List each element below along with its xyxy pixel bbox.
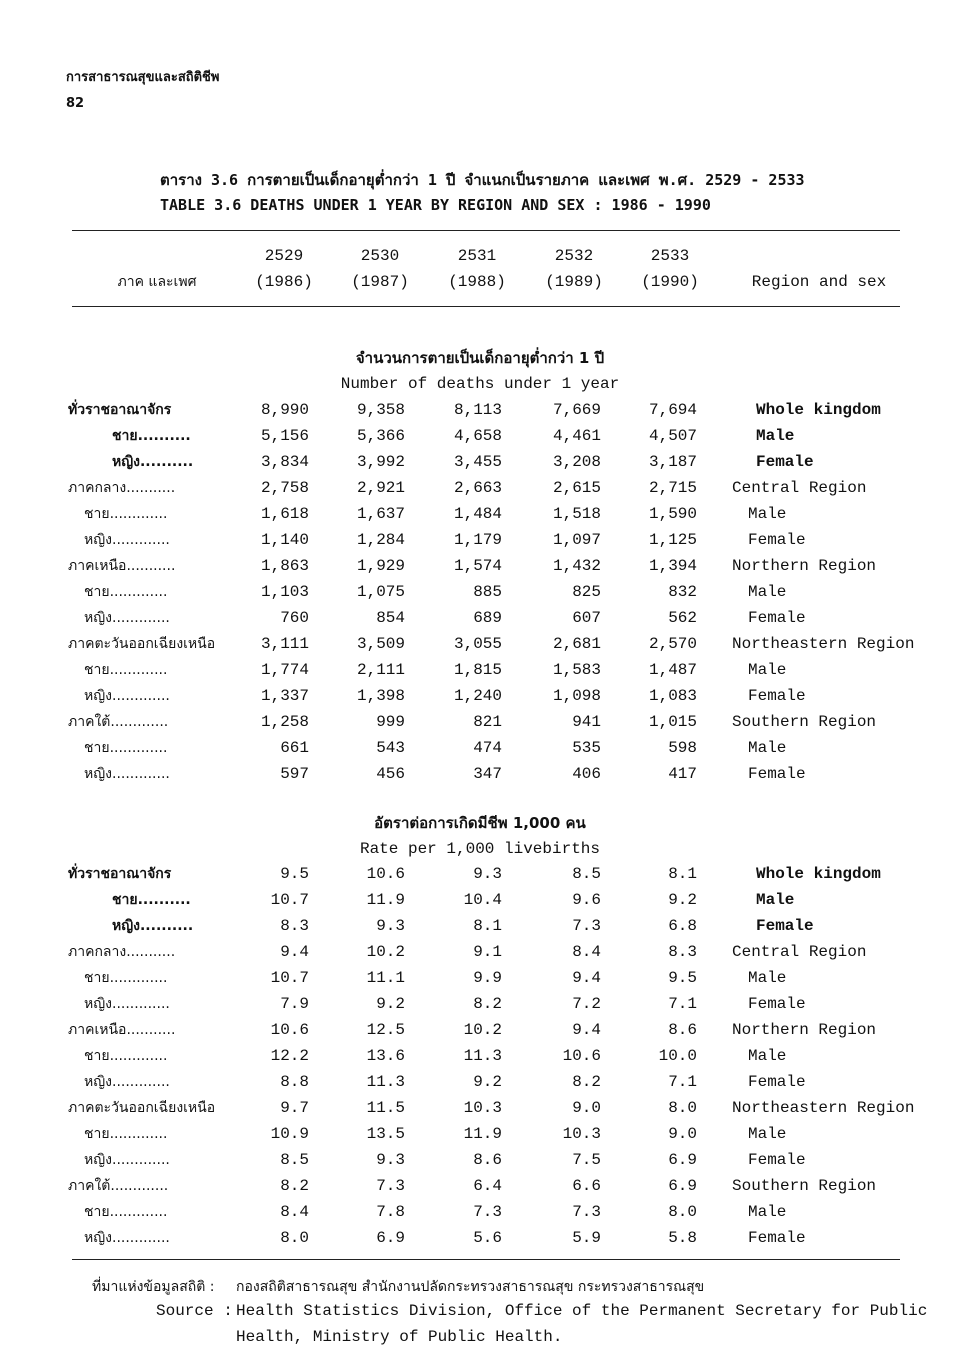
table-cell: 1,125 xyxy=(648,531,697,549)
table-row xyxy=(0,709,966,735)
row-label-english: Northeastern Region xyxy=(732,635,915,653)
year-be-1: 2529 xyxy=(264,247,304,265)
table-cell: 7.3 xyxy=(473,1203,502,1221)
column-label-english: Region and sex xyxy=(751,273,887,291)
table-cell: 1,337 xyxy=(260,687,309,705)
table-cell: 1,618 xyxy=(260,505,309,523)
table-row xyxy=(0,1199,966,1225)
table-cell: 2,715 xyxy=(648,479,697,497)
table-cell: 3,834 xyxy=(260,453,309,471)
table-cell: 10.7 xyxy=(270,891,309,909)
table-cell: 2,111 xyxy=(356,661,405,679)
table-cell: 10.2 xyxy=(463,1021,502,1039)
source-text-thai: กองสถิติสาธารณสุข สำนักงานปลัดกระทรวงสาธารณสุข กระทรวงสาธารณสุข xyxy=(236,1279,705,1295)
table-cell: 854 xyxy=(376,609,405,627)
table-cell: 885 xyxy=(473,583,502,601)
table-cell: 3,187 xyxy=(648,453,697,471)
year-ce-3: (1988) xyxy=(448,273,506,291)
column-header xyxy=(0,243,966,299)
table-cell: 562 xyxy=(668,609,697,627)
row-label-english: Northern Region xyxy=(732,1021,877,1039)
row-label-thai: ภาคตะวันออกเฉียงเหนือ xyxy=(68,636,216,652)
table-cell: 8.6 xyxy=(668,1021,697,1039)
column-label-thai: ภาค และเพศ xyxy=(117,274,197,290)
row-label-thai: หญิง............. xyxy=(84,1152,170,1168)
table-cell: 9.2 xyxy=(668,891,697,909)
section-title-thai: อัตราต่อการเกิดมีชีพ 1,000 คน xyxy=(374,814,586,832)
table-row xyxy=(0,991,966,1017)
table-cell: 11.5 xyxy=(366,1099,405,1117)
table-cell: 9.0 xyxy=(668,1125,697,1143)
table-cell: 6.8 xyxy=(668,917,697,935)
row-label-thai: ภาคตะวันออกเฉียงเหนือ xyxy=(68,1100,216,1116)
row-label-english: Male xyxy=(748,739,787,757)
row-label-english: Northeastern Region xyxy=(732,1099,915,1117)
table-cell: 7.3 xyxy=(376,1177,405,1195)
table-cell: 760 xyxy=(280,609,309,627)
table-cell: 1,863 xyxy=(260,557,309,575)
table-cell: 3,509 xyxy=(356,635,405,653)
table-row xyxy=(0,1225,966,1251)
row-label-english: Female xyxy=(756,453,814,471)
row-label-english: Southern Region xyxy=(732,713,877,731)
table-cell: 8.3 xyxy=(668,943,697,961)
table-cell: 1,015 xyxy=(648,713,697,731)
table-cell: 8.1 xyxy=(473,917,502,935)
year-be-3: 2531 xyxy=(457,247,497,265)
table-cell: 8.5 xyxy=(572,865,601,883)
table-cell: 2,758 xyxy=(260,479,309,497)
table-cell: 7,669 xyxy=(552,401,601,419)
table-row xyxy=(0,501,966,527)
table-cell: 9.4 xyxy=(572,1021,601,1039)
table-cell: 3,055 xyxy=(453,635,502,653)
table-cell: 2,681 xyxy=(552,635,601,653)
table-cell: 3,455 xyxy=(453,453,502,471)
table-cell: 8.2 xyxy=(572,1073,601,1091)
table-cell: 8.0 xyxy=(280,1229,309,1247)
table-cell: 4,507 xyxy=(648,427,697,445)
row-label-thai: ชาย............. xyxy=(84,584,168,600)
table-cell: 1,432 xyxy=(552,557,601,575)
table-cell: 1,140 xyxy=(260,531,309,549)
table-row xyxy=(0,735,966,761)
row-label-english: Male xyxy=(748,1203,787,1221)
table-cell: 9.2 xyxy=(473,1073,502,1091)
table-cell: 8.1 xyxy=(668,865,697,883)
row-label-english: Male xyxy=(748,583,787,601)
table-cell: 9.1 xyxy=(473,943,502,961)
row-label-thai: ชาย............. xyxy=(84,740,168,756)
table-cell: 999 xyxy=(376,713,405,731)
table-cell: 8.3 xyxy=(280,917,309,935)
table-cell: 11.1 xyxy=(366,969,405,987)
table-cell: 9.3 xyxy=(473,865,502,883)
table-row xyxy=(0,631,966,657)
year-be-4: 2532 xyxy=(554,247,594,265)
table-cell: 4,461 xyxy=(552,427,601,445)
row-label-english: Male xyxy=(748,969,787,987)
row-label-thai: หญิง............. xyxy=(84,688,170,704)
table-title-thai: ตาราง 3.6 การตายเป็นเด็กอายุต่ำกว่า 1 ปี จำแนกเป็นรายภาค และเพศ พ.ศ. 2529 - 2533 xyxy=(160,171,805,189)
table-cell: 7.9 xyxy=(280,995,309,1013)
table-cell: 7.2 xyxy=(572,995,601,1013)
row-label-english: Whole kingdom xyxy=(756,865,881,883)
row-label-thai: ภาคใต้............. xyxy=(68,1178,169,1194)
table-cell: 1,075 xyxy=(356,583,405,601)
table-row xyxy=(0,1017,966,1043)
table-cell: 1,487 xyxy=(648,661,697,679)
table-cell: 607 xyxy=(572,609,601,627)
table-cell: 6.6 xyxy=(572,1177,601,1195)
section-title-english: Rate per 1,000 livebirths xyxy=(359,840,601,858)
source-text-english-line1: Health Statistics Division, Office of the Permanent Secretary for Public xyxy=(236,1302,928,1320)
table-cell: 8.0 xyxy=(668,1203,697,1221)
table-cell: 2,615 xyxy=(552,479,601,497)
row-label-thai: ภาคเหนือ........... xyxy=(68,1022,176,1038)
source-label-english: Source : xyxy=(156,1302,233,1320)
table-row xyxy=(0,449,966,475)
table-cell: 9.9 xyxy=(473,969,502,987)
table-cell: 11.9 xyxy=(463,1125,502,1143)
table-row xyxy=(0,965,966,991)
table-cell: 10.9 xyxy=(270,1125,309,1143)
table-cell: 10.2 xyxy=(366,943,405,961)
table-cell: 941 xyxy=(572,713,601,731)
row-label-thai: หญิง.......... xyxy=(112,454,194,470)
row-label-english: Female xyxy=(748,995,806,1013)
row-label-thai: หญิง............. xyxy=(84,610,170,626)
table-cell: 9,358 xyxy=(356,401,405,419)
table-cell: 13.5 xyxy=(366,1125,405,1143)
table-row xyxy=(0,761,966,787)
table-cell: 598 xyxy=(668,739,697,757)
table-cell: 8.4 xyxy=(572,943,601,961)
row-label-thai: ชาย............. xyxy=(84,970,168,986)
table-cell: 9.3 xyxy=(376,1151,405,1169)
row-label-english: Male xyxy=(748,505,787,523)
table-cell: 6.9 xyxy=(668,1151,697,1169)
table-title-english: TABLE 3.6 DEATHS UNDER 1 YEAR BY REGION AND SEX : 1986 - 1990 xyxy=(160,196,711,214)
table-row xyxy=(0,1173,966,1199)
row-label-english: Whole kingdom xyxy=(756,401,881,419)
row-label-english: Male xyxy=(748,1125,787,1143)
row-label-thai: ชาย............. xyxy=(84,506,168,522)
table-cell: 1,284 xyxy=(356,531,405,549)
table-row xyxy=(0,1121,966,1147)
row-label-thai: ภาคเหนือ........... xyxy=(68,558,176,574)
table-row xyxy=(0,913,966,939)
header-rule xyxy=(72,306,900,307)
row-label-english: Female xyxy=(748,609,806,627)
table-row xyxy=(0,553,966,579)
row-label-english: Northern Region xyxy=(732,557,877,575)
table-cell: 821 xyxy=(473,713,502,731)
deaths-table-body xyxy=(0,397,966,787)
table-cell: 1,815 xyxy=(453,661,502,679)
year-be-5: 2533 xyxy=(650,247,690,265)
table-cell: 9.7 xyxy=(280,1099,309,1117)
table-cell: 543 xyxy=(376,739,405,757)
bottom-rule xyxy=(72,1259,900,1260)
table-row xyxy=(0,423,966,449)
row-label-thai: ชาย............. xyxy=(84,662,168,678)
row-label-english: Female xyxy=(748,687,806,705)
table-cell: 8.4 xyxy=(280,1203,309,1221)
row-label-thai: หญิง............. xyxy=(84,766,170,782)
table-cell: 11.3 xyxy=(366,1073,405,1091)
table-cell: 3,111 xyxy=(260,635,309,653)
row-label-thai: ชาย............. xyxy=(84,1204,168,1220)
table-cell: 7.3 xyxy=(572,1203,601,1221)
table-cell: 1,103 xyxy=(260,583,309,601)
table-cell: 9.3 xyxy=(376,917,405,935)
table-cell: 1,098 xyxy=(552,687,601,705)
table-cell: 597 xyxy=(280,765,309,783)
table-cell: 2,570 xyxy=(648,635,697,653)
table-cell: 12.2 xyxy=(270,1047,309,1065)
source-label-thai: ที่มาแห่งข้อมูลสถิติ : xyxy=(92,1279,215,1295)
table-cell: 1,083 xyxy=(648,687,697,705)
row-label-english: Female xyxy=(748,1151,806,1169)
row-label-thai: ทั่วราชอาณาจักร xyxy=(68,402,172,418)
table-cell: 8.0 xyxy=(668,1099,697,1117)
table-cell: 8.2 xyxy=(473,995,502,1013)
table-cell: 456 xyxy=(376,765,405,783)
table-cell: 7.3 xyxy=(572,917,601,935)
table-cell: 9.0 xyxy=(572,1099,601,1117)
row-label-thai: ภาคกลาง........... xyxy=(68,944,176,960)
year-ce-2: (1987) xyxy=(351,273,409,291)
table-cell: 10.0 xyxy=(658,1047,697,1065)
table-cell: 11.9 xyxy=(366,891,405,909)
year-be-2: 2530 xyxy=(360,247,400,265)
table-cell: 11.3 xyxy=(463,1047,502,1065)
running-header: การสาธารณสุขและสถิติชีพ xyxy=(66,70,220,85)
table-row xyxy=(0,1043,966,1069)
table-cell: 10.4 xyxy=(463,891,502,909)
row-label-english: Male xyxy=(748,661,787,679)
table-cell: 10.6 xyxy=(366,865,405,883)
table-cell: 689 xyxy=(473,609,502,627)
table-row xyxy=(0,887,966,913)
table-cell: 7,694 xyxy=(648,401,697,419)
table-row xyxy=(0,939,966,965)
table-cell: 474 xyxy=(473,739,502,757)
row-label-english: Male xyxy=(756,891,795,909)
table-row xyxy=(0,1095,966,1121)
table-cell: 417 xyxy=(668,765,697,783)
table-cell: 1,583 xyxy=(552,661,601,679)
table-cell: 5,156 xyxy=(260,427,309,445)
table-row xyxy=(0,1147,966,1173)
table-cell: 6.4 xyxy=(473,1177,502,1195)
table-cell: 7.1 xyxy=(668,995,697,1013)
table-cell: 1,097 xyxy=(552,531,601,549)
table-cell: 8.5 xyxy=(280,1151,309,1169)
year-ce-5: (1990) xyxy=(641,273,699,291)
table-row xyxy=(0,657,966,683)
row-label-thai: ทั่วราชอาณาจักร xyxy=(68,866,172,882)
table-cell: 7.5 xyxy=(572,1151,601,1169)
row-label-english: Male xyxy=(756,427,795,445)
section-title-thai: จำนวนการตายเป็นเด็กอายุต่ำกว่า 1 ปี xyxy=(355,349,605,367)
table-cell: 8.2 xyxy=(280,1177,309,1195)
table-cell: 1,394 xyxy=(648,557,697,575)
row-label-thai: ชาย.......... xyxy=(112,428,191,444)
table-cell: 10.3 xyxy=(463,1099,502,1117)
table-cell: 1,518 xyxy=(552,505,601,523)
table-cell: 10.7 xyxy=(270,969,309,987)
row-label-thai: ภาคใต้............. xyxy=(68,714,169,730)
row-label-english: Southern Region xyxy=(732,1177,877,1195)
row-label-english: Female xyxy=(748,765,806,783)
table-cell: 10.3 xyxy=(562,1125,601,1143)
table-cell: 5.6 xyxy=(473,1229,502,1247)
table-cell: 5.8 xyxy=(668,1229,697,1247)
table-cell: 1,774 xyxy=(260,661,309,679)
row-label-thai: หญิง............. xyxy=(84,996,170,1012)
table-cell: 8.6 xyxy=(473,1151,502,1169)
table-cell: 13.6 xyxy=(366,1047,405,1065)
table-row xyxy=(0,579,966,605)
row-label-thai: หญิง.......... xyxy=(112,918,194,934)
table-cell: 2,921 xyxy=(356,479,405,497)
source-text-english-line2: Health, Ministry of Public Health. xyxy=(236,1328,563,1346)
table-row xyxy=(0,683,966,709)
table-cell: 1,929 xyxy=(356,557,405,575)
top-rule xyxy=(72,230,900,231)
table-cell: 1,574 xyxy=(453,557,502,575)
table-cell: 9.5 xyxy=(280,865,309,883)
table-cell: 6.9 xyxy=(376,1229,405,1247)
row-label-thai: หญิง............. xyxy=(84,1074,170,1090)
table-cell: 825 xyxy=(572,583,601,601)
year-ce-4: (1989) xyxy=(545,273,603,291)
table-cell: 8.8 xyxy=(280,1073,309,1091)
table-cell: 10.6 xyxy=(270,1021,309,1039)
table-cell: 661 xyxy=(280,739,309,757)
row-label-english: Central Region xyxy=(732,479,867,497)
table-cell: 1,590 xyxy=(648,505,697,523)
table-cell: 1,240 xyxy=(453,687,502,705)
year-ce-1: (1986) xyxy=(255,273,313,291)
table-row xyxy=(0,475,966,501)
table-cell: 9.6 xyxy=(572,891,601,909)
table-cell: 2,663 xyxy=(453,479,502,497)
table-cell: 9.4 xyxy=(572,969,601,987)
rates-table-body xyxy=(0,861,966,1251)
table-cell: 3,992 xyxy=(356,453,405,471)
row-label-thai: ชาย............. xyxy=(84,1126,168,1142)
table-cell: 535 xyxy=(572,739,601,757)
row-label-english: Female xyxy=(748,531,806,549)
table-cell: 1,637 xyxy=(356,505,405,523)
table-cell: 4,658 xyxy=(453,427,502,445)
table-cell: 10.6 xyxy=(562,1047,601,1065)
table-cell: 7.1 xyxy=(668,1073,697,1091)
table-cell: 3,208 xyxy=(552,453,601,471)
table-cell: 9.4 xyxy=(280,943,309,961)
table-row xyxy=(0,527,966,553)
table-row xyxy=(0,1069,966,1095)
table-cell: 1,484 xyxy=(453,505,502,523)
table-cell: 9.5 xyxy=(668,969,697,987)
table-cell: 5.9 xyxy=(572,1229,601,1247)
row-label-english: Female xyxy=(748,1229,806,1247)
table-row xyxy=(0,605,966,631)
row-label-english: Female xyxy=(748,1073,806,1091)
table-cell: 8,990 xyxy=(260,401,309,419)
table-cell: 9.2 xyxy=(376,995,405,1013)
table-cell: 347 xyxy=(473,765,502,783)
table-cell: 8,113 xyxy=(453,401,502,419)
table-cell: 406 xyxy=(572,765,601,783)
table-cell: 1,179 xyxy=(453,531,502,549)
row-label-english: Male xyxy=(748,1047,787,1065)
row-label-thai: ชาย.......... xyxy=(112,892,191,908)
row-label-thai: หญิง............. xyxy=(84,532,170,548)
page-number: 82 xyxy=(66,96,85,111)
table-cell: 1,398 xyxy=(356,687,405,705)
row-label-thai: หญิง............. xyxy=(84,1230,170,1246)
table-row xyxy=(0,861,966,887)
table-cell: 1,258 xyxy=(260,713,309,731)
row-label-thai: ภาคกลาง........... xyxy=(68,480,176,496)
row-label-thai: ชาย............. xyxy=(84,1048,168,1064)
section-title-english: Number of deaths under 1 year xyxy=(340,375,620,393)
table-cell: 6.9 xyxy=(668,1177,697,1195)
table-row xyxy=(0,397,966,423)
table-cell: 832 xyxy=(668,583,697,601)
table-cell: 5,366 xyxy=(356,427,405,445)
table-cell: 12.5 xyxy=(366,1021,405,1039)
row-label-english: Central Region xyxy=(732,943,867,961)
table-cell: 7.8 xyxy=(376,1203,405,1221)
row-label-english: Female xyxy=(756,917,814,935)
